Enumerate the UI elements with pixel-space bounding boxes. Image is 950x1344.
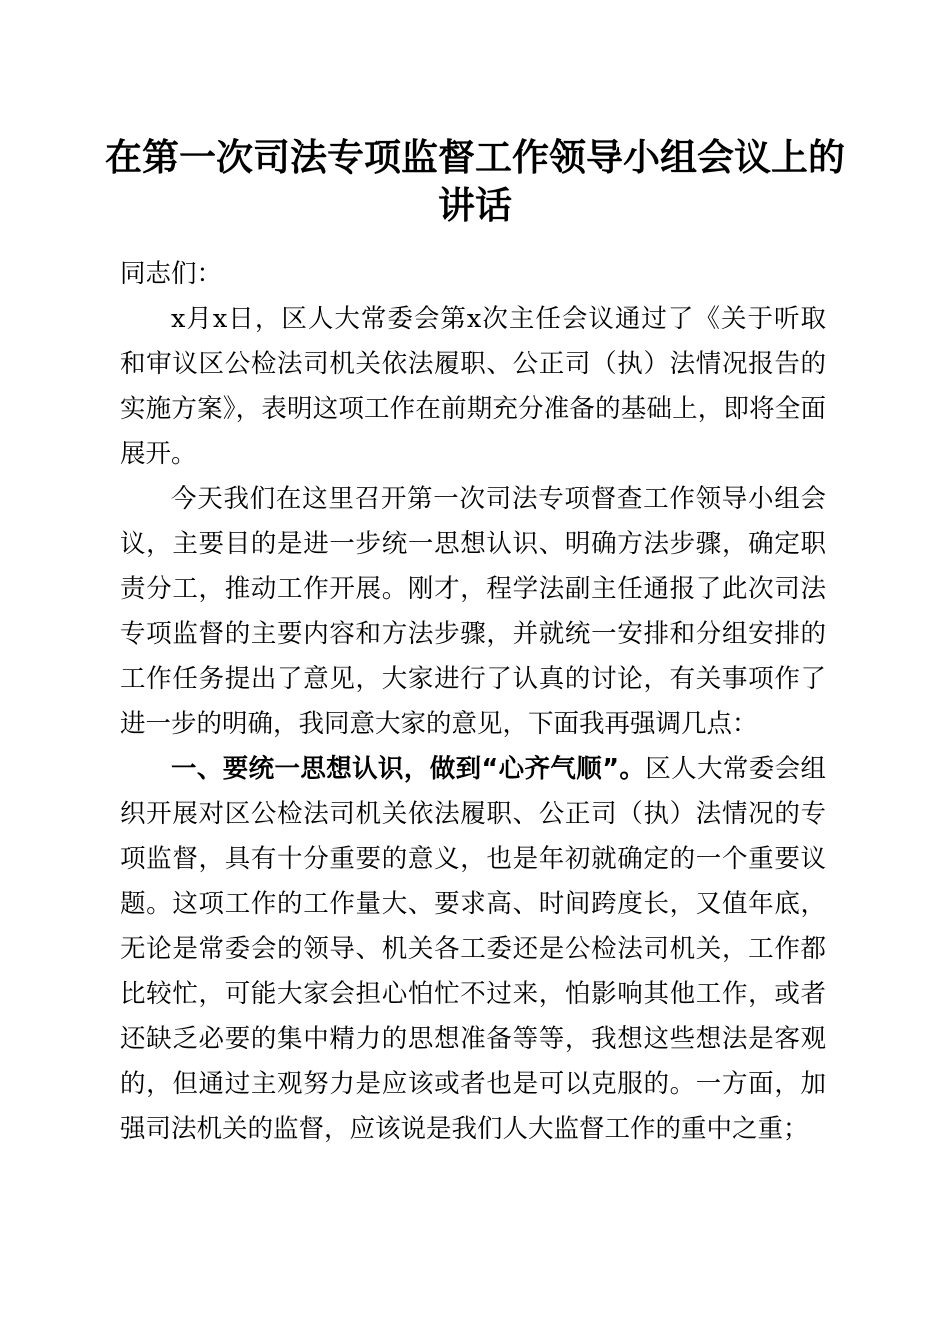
title-line-2: 讲话	[438, 183, 512, 227]
section-heading-1: 一、要统一思想认识，做到“心齐气顺”。	[171, 754, 646, 784]
document-body	[120, 252, 826, 1152]
document-title	[100, 133, 850, 229]
paragraph-3-body: 区人大常委会组织开展对区公检法司机关依法履职、公正司（执）法情况的专项监督，具有十分重要的意义，也是年初就确定的一个重要议题。这项工作的工作量大、要求高、时间跨度长，又值年底，无论是常委会的领导、机关各工委还是公检法司机关，工作都比较忙，可能大家会担心怕忙不过来，怕影响其他工作，或者还缺乏必要的集中精力的思想准备等等，我想这些想法是客观的，但通过主观努力是应该或者也是可以克服的。一方面，加强司法机关的监督，应该说是我们人大监督工作的重中之重；	[120, 754, 826, 1144]
paragraph-2: 今天我们在这里召开第一次司法专项督查工作领导小组会议，主要目的是进一步统一思想认识、明确方法步骤，确定职责分工，推动工作开展。刚才，程学法副主任通报了此次司法专项监督的主要内容和方法步骤，并就统一安排和分组安排的工作任务提出了意见，大家进行了认真的讨论，有关事项作了进一步的明确，我同意大家的意见，下面我再强调几点：	[120, 484, 826, 739]
paragraph-3	[120, 747, 826, 1152]
paragraph-1: x月x日，区人大常委会第x次主任会议通过了《关于听取和审议区公检法司机关依法履职、公正司（执）法情况报告的实施方案》，表明这项工作在前期充分准备的基础上，即将全面展开。	[120, 304, 826, 469]
salutation: 同志们：	[120, 259, 223, 289]
title-line-1: 在第一次司法专项监督工作领导小组会议上的	[105, 135, 845, 179]
